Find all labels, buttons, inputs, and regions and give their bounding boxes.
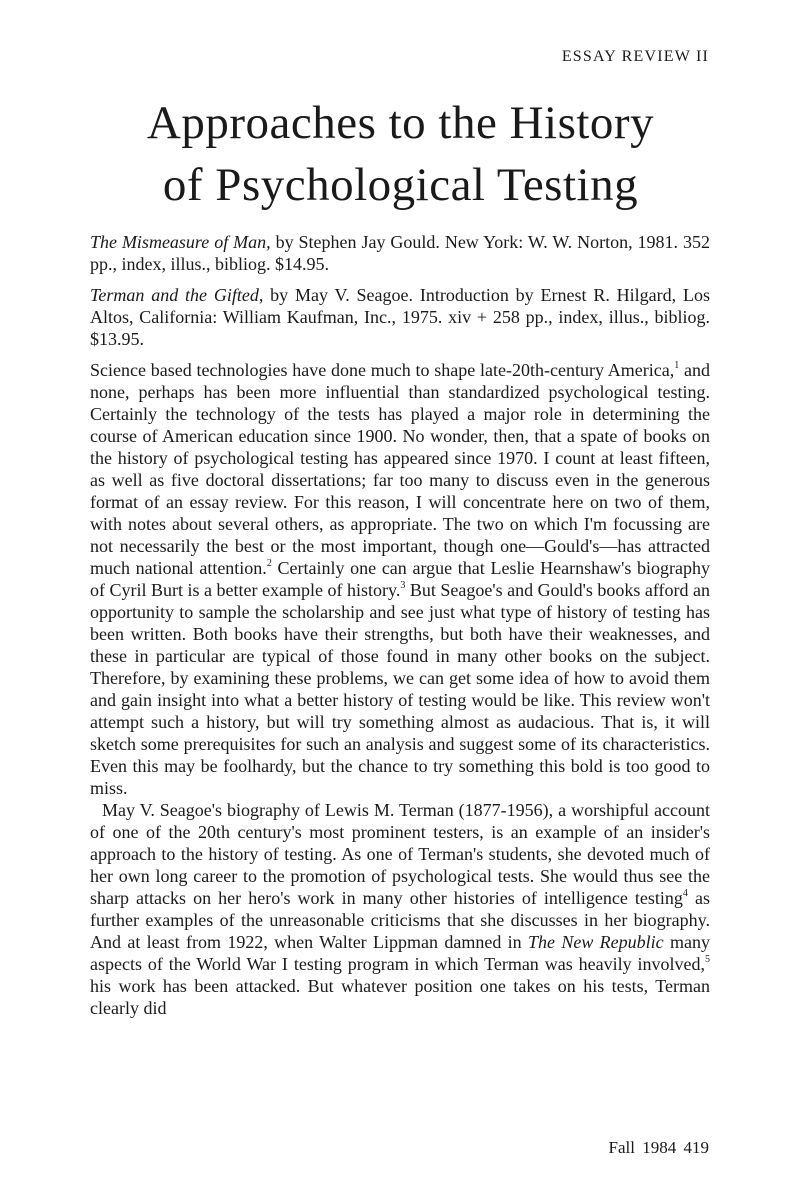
page-footer [609,1138,709,1158]
page-number: 419 [683,1138,709,1157]
title-line-2: of Psychological Testing [162,159,639,211]
paragraph-text: his work has been attacked. But whatever position one takes on his tests, Terman clearly did [90,976,710,1018]
footnote-marker: 2 [266,558,272,569]
book-citation [90,231,710,275]
paragraph-text: Certainly one can argue that Leslie Hearnshaw's biography of Cyril Burt is a better example of history. [90,558,710,600]
article-title [0,92,801,216]
body-paragraph [90,799,710,1019]
footnote-marker: 1 [674,360,680,371]
paragraph-text: Science based technologies have done much to shape late-20th-century America, [90,360,675,380]
title-line-1: Approaches to the History [146,97,655,149]
journal-title: The New Republic [528,932,664,952]
book-details: by Stephen Jay Gould. New York: W. W. Norton, 1981. 352 pp., index, illus., bibliog. $14.95. [90,232,710,274]
footnote-marker: 3 [400,580,406,591]
paragraph-text: many aspects of the World War I testing program in which Terman was heavily involved, [90,932,710,974]
paragraph-text: and none, perhaps has been more influential than standardized psychological testing. Certainly the technology of the tests has played a major role in determining the course of American education since 1900. No wonder, then, that a spate of books on the history of psychological testing has appeared since 1970. I count at least fifteen, as well as five doctoral dissertations; far too many to discuss even in the generous format of an essay review. For this reason, I will concentrate here on two of them, with notes about several others, as appropriate. The two on which I'm focussing are not necessarily the best or the most important, though one—Gould's—has attracted much national attention. [90,360,710,578]
paragraph-text: May V. Seagoe's biography of Lewis M. Terman (1877-1956), a worshipful account of one of the 20th century's most prominent testers, is an example of an insider's approach to the history of testing. As one of Terman's students, she devoted much of her own long career to the promotion of psychological tests. She would thus see the sharp attacks on her hero's work in many other histories of intelligence testing [90,800,710,908]
paragraph-text: as further examples of the unreasonable criticisms that she discusses in her biography. And at least from 1922, when Walter Lippman damned in [90,888,710,952]
issue-label: Fall 1984 [608,1138,677,1157]
paragraph-text: But Seagoe's and Gould's books afford an opportunity to sample the scholarship and see just what type of history of testing has been written. Both books have their strengths, but both have their weaknesses, and these in particular are typical of those found in many other books on the subject. Therefore, by examining these problems, we can get some idea of how to avoid them and gain insight into what a better history of testing would be like. This review won't attempt such a history, but will try something almost as audacious. That is, it will sketch some prerequisites for such an analysis and suggest some of its characteristics. Even this may be foolhardy, but the chance to try something this bold is too good to miss. [90,580,710,798]
footnote-marker: 5 [705,954,710,965]
footnote-marker: 4 [682,888,688,899]
running-head: ESSAY REVIEW II [561,48,709,65]
body-paragraph [90,359,710,799]
book-title: The Mismeasure of Man, [90,232,271,252]
book-citation [90,284,710,350]
article-body [90,231,710,1019]
book-title: Terman and the Gifted, [90,285,264,305]
book-details: by May V. Seagoe. Introduction by Ernest R. Hilgard, Los Altos, California: William Kaufman, Inc., 1975. xiv + 258 pp., index, illus., bibliog. $13.95. [90,285,710,349]
